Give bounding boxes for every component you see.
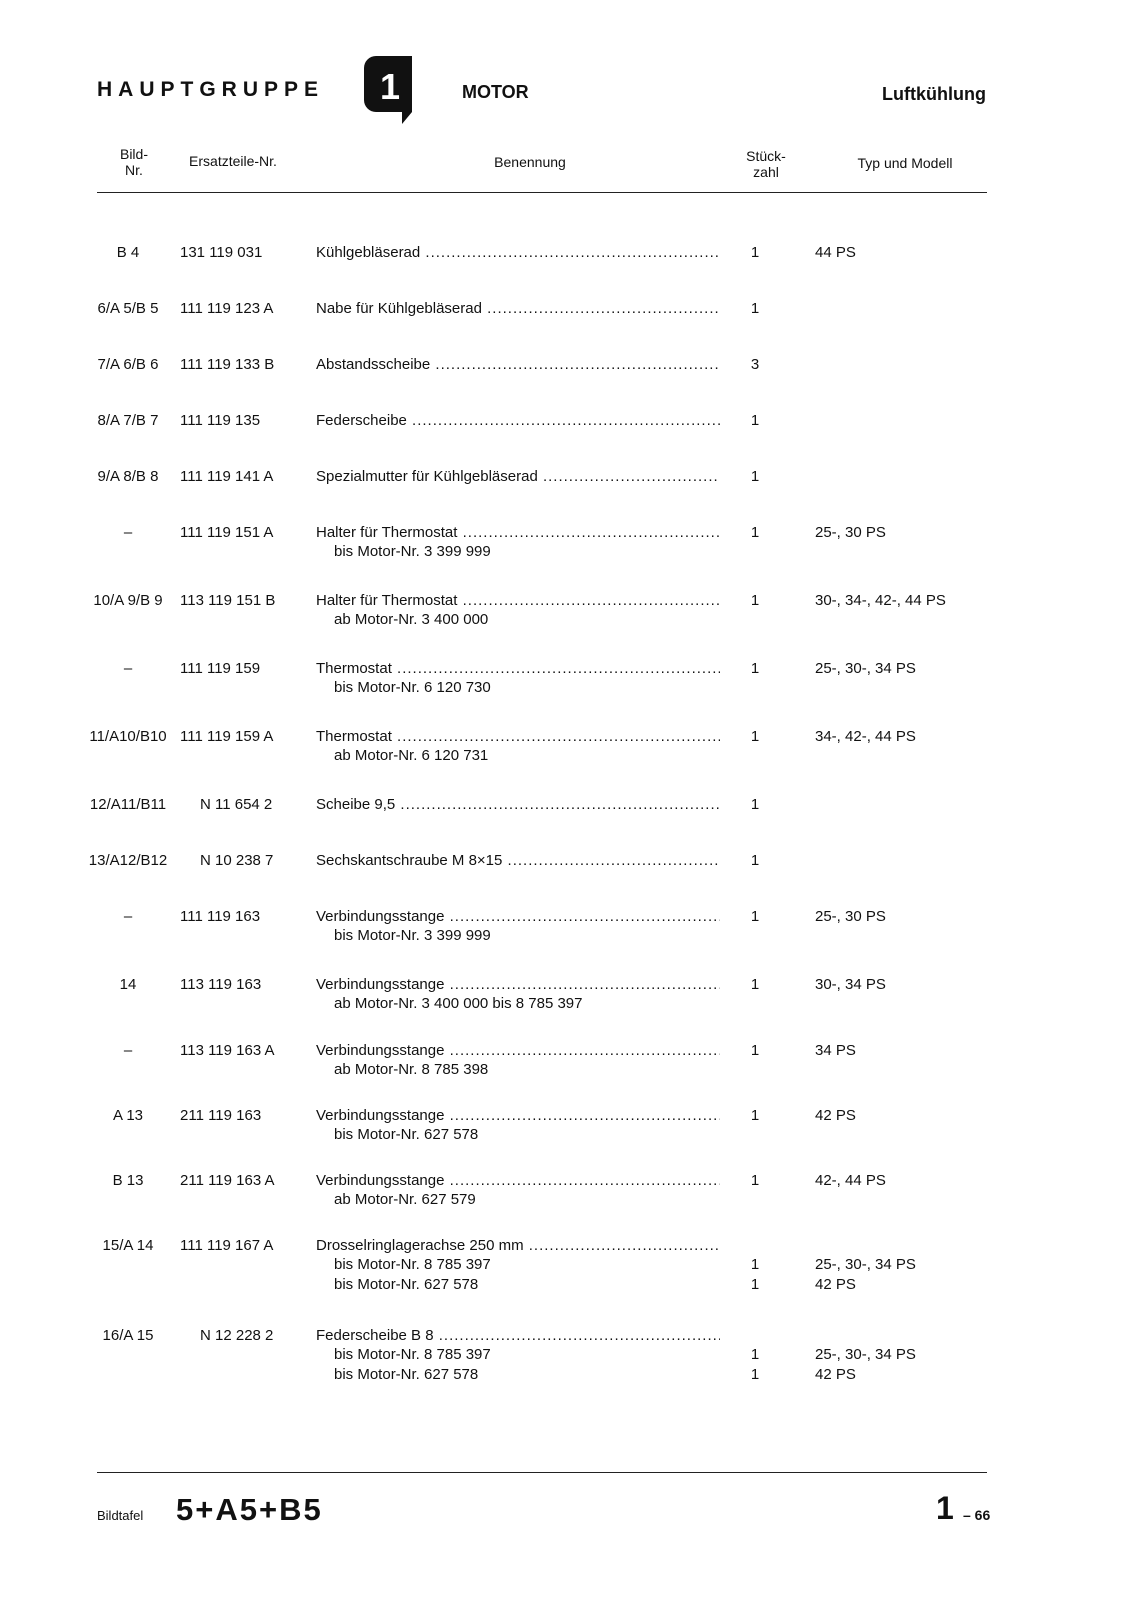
motor-nr-note: bis Motor-Nr. 627 578 xyxy=(334,1366,479,1383)
typ-modell-cell: 30-, 34 PS xyxy=(815,976,886,993)
benennung-cell: Kühlgebläserad ..... xyxy=(316,244,720,261)
stueckzahl-cell: 1 xyxy=(750,976,760,993)
ersatzteile-nr-cell: 111 119 159 A xyxy=(180,728,274,745)
typ-modell-cell: 44 PS xyxy=(815,244,856,261)
benennung-cell: Verbindungsstange ..... xyxy=(316,908,720,925)
bild-nr-cell: 11/A10/B10 xyxy=(89,728,167,745)
section-title: Luftkühlung xyxy=(882,84,986,104)
column-header-typ-modell: Typ und Modell xyxy=(857,155,953,171)
stueckzahl-cell: 1 xyxy=(750,592,760,609)
benennung-cell: Thermostat ..... xyxy=(316,728,720,745)
motor-nr-note: bis Motor-Nr. 8 785 397 xyxy=(334,1346,491,1363)
motor-nr-note: ab Motor-Nr. 3 400 000 xyxy=(334,611,489,628)
typ-modell-cell: 34 PS xyxy=(815,1042,856,1059)
typ-modell-cell: 25-, 30 PS xyxy=(815,908,886,925)
stueckzahl-cell: 1 xyxy=(750,1107,760,1124)
motor-nr-note: bis Motor-Nr. 3 399 999 xyxy=(334,543,491,560)
bild-nr-cell: 16/A 15 xyxy=(102,1327,154,1344)
typ-modell-cell: 42 PS xyxy=(815,1276,856,1293)
stueckzahl-cell: 1 xyxy=(750,244,760,261)
benennung-cell: Nabe für Kühlgebläserad ..... xyxy=(316,300,720,317)
ersatzteile-nr-cell: N 11 654 2 xyxy=(200,796,273,813)
bild-nr-cell: 13/A12/B12 xyxy=(88,852,168,869)
column-header-benennung: Benennung xyxy=(494,154,566,170)
typ-modell-cell: 42-, 44 PS xyxy=(815,1172,886,1189)
motor-nr-note: bis Motor-Nr. 6 120 730 xyxy=(334,679,491,696)
stueckzahl-cell: 1 xyxy=(750,1276,760,1293)
bild-nr-cell: 15/A 14 xyxy=(102,1237,154,1254)
group-title: MOTOR xyxy=(462,82,529,102)
ersatzteile-nr-cell: 211 119 163 xyxy=(180,1107,262,1124)
typ-modell-cell: 25-, 30-, 34 PS xyxy=(815,660,916,677)
bild-nr-cell: 6/A 5/B 5 xyxy=(97,300,159,317)
footer-rule xyxy=(97,1472,987,1473)
ersatzteile-nr-cell: N 10 238 7 xyxy=(200,852,274,869)
bild-nr-cell: 12/A11/B11 xyxy=(89,796,167,813)
bild-nr-cell: B 13 xyxy=(112,1172,144,1189)
stueckzahl-cell: 3 xyxy=(750,356,760,373)
bild-nr-cell: A 13 xyxy=(112,1107,144,1124)
ersatzteile-nr-cell: 211 119 163 A xyxy=(180,1172,275,1189)
benennung-cell: Halter für Thermostat ..... xyxy=(316,592,720,609)
benennung-cell: Verbindungsstange ..... xyxy=(316,1042,720,1059)
benennung-cell: Spezialmutter für Kühlgebläserad ..... xyxy=(316,468,720,485)
typ-modell-cell: 25-, 30 PS xyxy=(815,524,886,541)
benennung-cell: Drosselringlagerachse 250 mm ..... xyxy=(316,1237,720,1254)
stueckzahl-cell: 1 xyxy=(750,412,760,429)
column-header-ersatzteile: Ersatzteile-Nr. xyxy=(189,153,277,169)
typ-modell-cell: 42 PS xyxy=(815,1107,856,1124)
group-badge xyxy=(362,52,418,124)
bild-nr-cell: – xyxy=(123,660,133,677)
bild-nr-cell: 10/A 9/B 9 xyxy=(93,592,163,609)
motor-nr-note: bis Motor-Nr. 627 578 xyxy=(334,1276,479,1293)
stueckzahl-cell: 1 xyxy=(750,1256,760,1273)
motor-nr-note: ab Motor-Nr. 6 120 731 xyxy=(334,747,489,764)
stueckzahl-cell: 1 xyxy=(750,300,760,317)
benennung-cell: Abstandsscheibe ..... xyxy=(316,356,720,373)
stueckzahl-cell: 1 xyxy=(750,660,760,677)
bild-nr-cell: – xyxy=(123,1042,133,1059)
ersatzteile-nr-cell: 113 119 163 A xyxy=(180,1042,275,1059)
motor-nr-note: bis Motor-Nr. 627 578 xyxy=(334,1126,479,1143)
benennung-cell: Verbindungsstange ..... xyxy=(316,1107,720,1124)
benennung-cell: Verbindungsstange ..... xyxy=(316,976,720,993)
ersatzteile-nr-cell: 111 119 167 A xyxy=(180,1237,274,1254)
ersatzteile-nr-cell: 113 119 151 B xyxy=(180,592,276,609)
header-rule xyxy=(97,192,987,193)
motor-nr-note: bis Motor-Nr. 3 399 999 xyxy=(334,927,491,944)
stueckzahl-cell: 1 xyxy=(750,1346,760,1363)
benennung-cell: Sechskantschraube M 8×15 ..... xyxy=(316,852,720,869)
typ-modell-cell: 25-, 30-, 34 PS xyxy=(815,1346,916,1363)
typ-modell-cell: 25-, 30-, 34 PS xyxy=(815,1256,916,1273)
ersatzteile-nr-cell: N 12 228 2 xyxy=(200,1327,274,1344)
typ-modell-cell: 34-, 42-, 44 PS xyxy=(815,728,916,745)
typ-modell-cell: 30-, 34-, 42-, 44 PS xyxy=(815,592,946,609)
benennung-cell: Federscheibe ..... xyxy=(316,412,720,429)
ersatzteile-nr-cell: 111 119 141 A xyxy=(180,468,274,485)
ersatzteile-nr-cell: 111 119 123 A xyxy=(180,300,274,317)
hauptgruppe-label: HAUPTGRUPPE xyxy=(97,78,325,101)
ersatzteile-nr-cell: 111 119 163 xyxy=(180,908,261,925)
benennung-cell: Scheibe 9,5 ..... xyxy=(316,796,720,813)
bild-nr-cell: 14 xyxy=(119,976,137,993)
bild-nr-cell: B 4 xyxy=(116,244,140,261)
motor-nr-note: ab Motor-Nr. 627 579 xyxy=(334,1191,476,1208)
motor-nr-note: ab Motor-Nr. 3 400 000 bis 8 785 397 xyxy=(334,995,583,1012)
page-sub-number: – 66 xyxy=(963,1507,991,1523)
stueckzahl-cell: 1 xyxy=(750,1172,760,1189)
bild-nr-cell: 7/A 6/B 6 xyxy=(97,356,159,373)
ersatzteile-nr-cell: 111 119 151 A xyxy=(180,524,274,541)
benennung-cell: Federscheibe B 8 ..... xyxy=(316,1327,720,1344)
stueckzahl-cell: 1 xyxy=(750,852,760,869)
stueckzahl-cell: 1 xyxy=(750,908,760,925)
bildtafel-number: 5+A5+B5 xyxy=(176,1492,323,1527)
column-header-stueckzahl: Stück- zahl xyxy=(746,148,786,180)
ersatzteile-nr-cell: 131 119 031 xyxy=(180,244,263,261)
stueckzahl-cell: 1 xyxy=(750,1042,760,1059)
ersatzteile-nr-cell: 111 119 133 B xyxy=(180,356,275,373)
badge-number: 1 xyxy=(379,66,401,107)
motor-nr-note: ab Motor-Nr. 8 785 398 xyxy=(334,1061,489,1078)
typ-modell-cell: 42 PS xyxy=(815,1366,856,1383)
ersatzteile-nr-cell: 111 119 159 xyxy=(180,660,261,677)
ersatzteile-nr-cell: 113 119 163 xyxy=(180,976,262,993)
bild-nr-cell: 9/A 8/B 8 xyxy=(97,468,159,485)
column-header-bild-nr: Bild- Nr. xyxy=(119,146,148,178)
motor-nr-note: bis Motor-Nr. 8 785 397 xyxy=(334,1256,491,1273)
stueckzahl-cell: 1 xyxy=(750,1366,760,1383)
benennung-cell: Thermostat ..... xyxy=(316,660,720,677)
benennung-cell: Verbindungsstange ..... xyxy=(316,1172,720,1189)
bildtafel-label: Bildtafel xyxy=(97,1508,144,1523)
stueckzahl-cell: 1 xyxy=(750,796,760,813)
bild-nr-cell: – xyxy=(123,524,133,541)
stueckzahl-cell: 1 xyxy=(750,468,760,485)
stueckzahl-cell: 1 xyxy=(750,524,760,541)
page-number: 1 xyxy=(936,1490,954,1526)
ersatzteile-nr-cell: 111 119 135 xyxy=(180,412,261,429)
bild-nr-cell: 8/A 7/B 7 xyxy=(97,412,159,429)
benennung-cell: Halter für Thermostat ..... xyxy=(316,524,720,541)
stueckzahl-cell: 1 xyxy=(750,728,760,745)
bild-nr-cell: – xyxy=(123,908,133,925)
